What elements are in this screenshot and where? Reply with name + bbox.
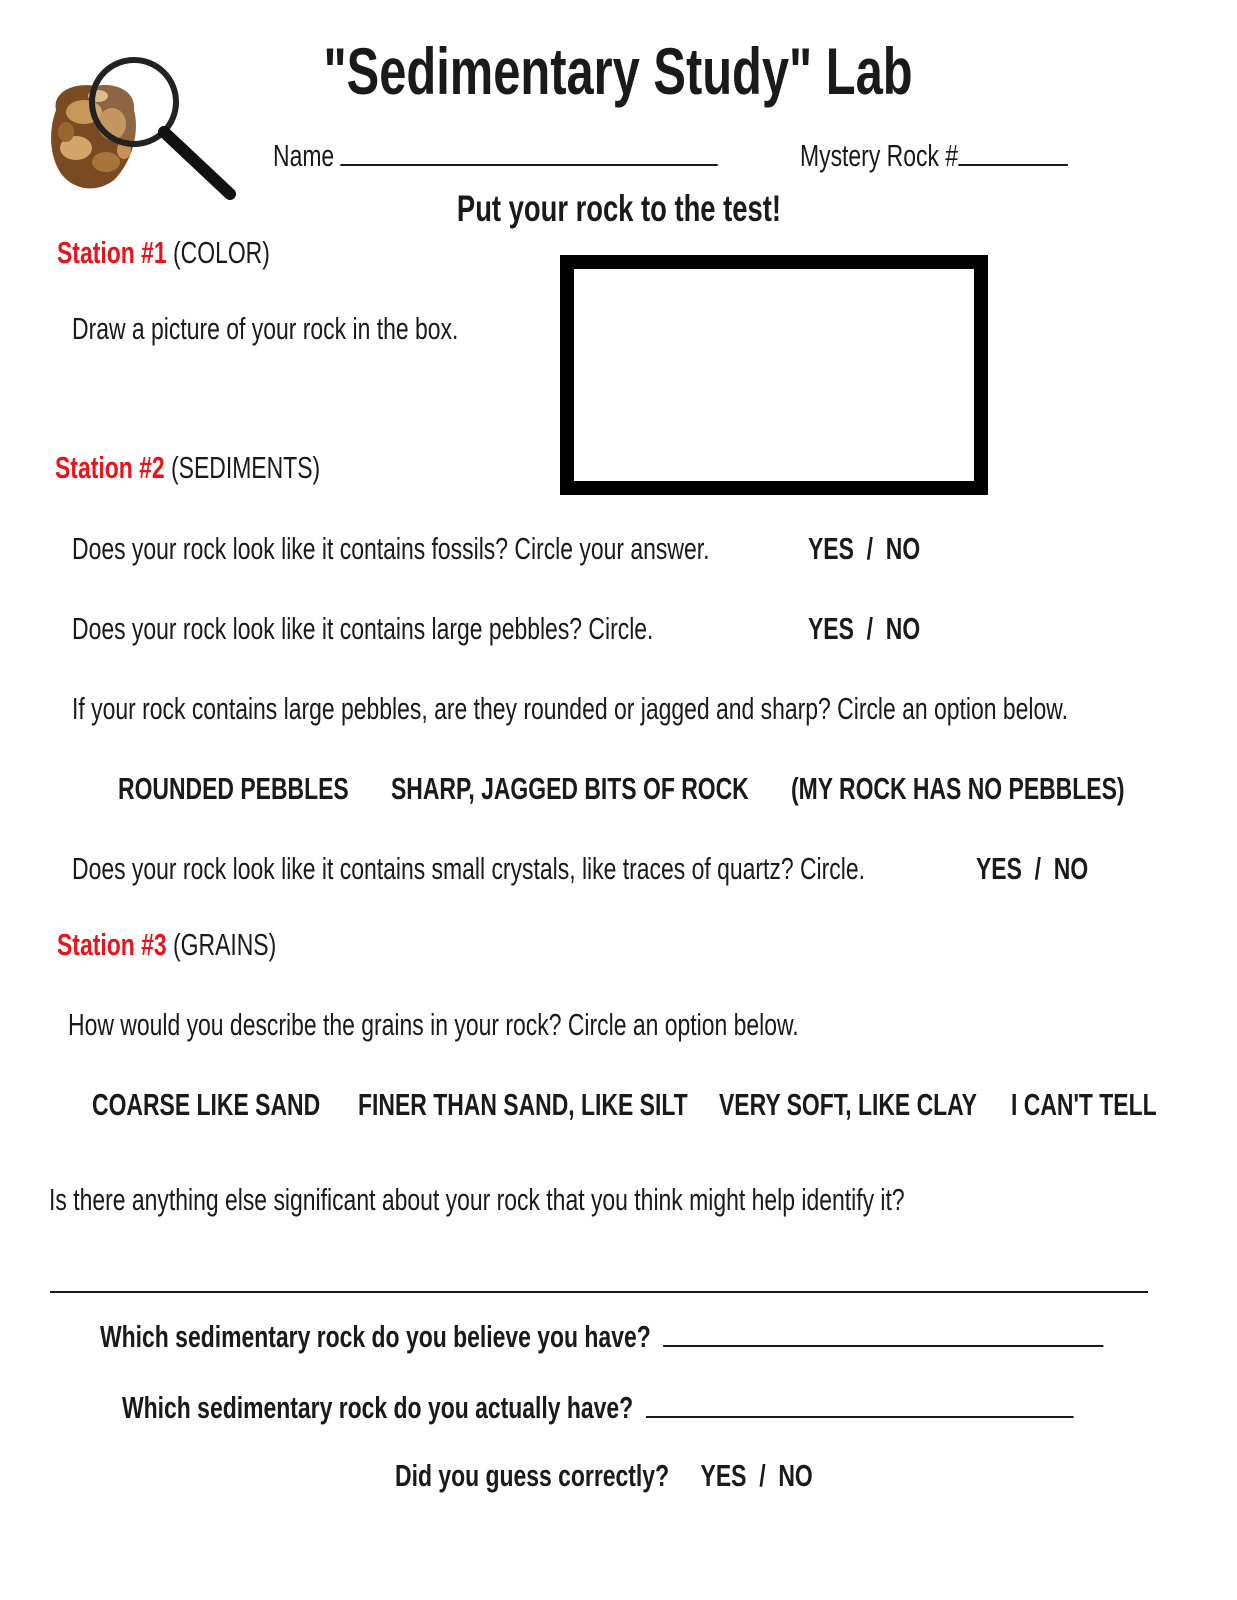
- station-2-category: (SEDIMENTS): [171, 450, 321, 485]
- station-2-heading: [55, 452, 413, 483]
- page-title: "Sedimentary Study" Lab: [323, 34, 914, 108]
- fossils-answer[interactable]: YES / NO: [808, 531, 921, 566]
- station-1-instruction: Draw a picture of your rock in the box.: [72, 311, 459, 346]
- grain-option-clay[interactable]: VERY SOFT, LIKE CLAY: [719, 1087, 977, 1122]
- station-3-label: Station #3: [57, 927, 167, 962]
- name-field[interactable]: Name: [273, 140, 874, 171]
- significant-question: Is there anything else significant about your rock that you think might help identify it?: [49, 1182, 905, 1217]
- believe-question: Which sedimentary rock do you believe you have?: [100, 1321, 1237, 1352]
- subtitle: Put your rock to the test!: [456, 188, 781, 229]
- correct-answer[interactable]: YES / NO: [700, 1458, 813, 1493]
- grain-option-coarse[interactable]: COARSE LIKE SAND: [92, 1087, 321, 1122]
- correct-question: Did you guess correctly? YES / NO: [395, 1458, 813, 1493]
- actual-answer-line[interactable]: [646, 1416, 1074, 1418]
- significant-answer-line[interactable]: [50, 1291, 1148, 1293]
- shape-option-none[interactable]: (MY ROCK HAS NO PEBBLES): [791, 771, 1125, 806]
- shape-option-sharp[interactable]: SHARP, JAGGED BITS OF ROCK: [391, 771, 749, 806]
- actual-question: Which sedimentary rock do you actually have?: [122, 1392, 1237, 1423]
- grain-option-cant-tell[interactable]: I CAN'T TELL: [1011, 1087, 1157, 1122]
- pebble-shape-question: If your rock contains large pebbles, are they rounded or jagged and sharp? Circle an option below.: [72, 691, 1068, 726]
- pebbles-question: Does your rock look like it contains large pebbles? Circle.: [72, 611, 654, 646]
- station-1-category: (COLOR): [173, 235, 270, 270]
- crystals-question: Does your rock look like it contains small crystals, like traces of quartz? Circle.: [72, 851, 865, 886]
- station-3-heading: [57, 929, 353, 960]
- station-1-heading: [57, 237, 345, 268]
- station-1-label: Station #1: [57, 235, 167, 270]
- believe-answer-line[interactable]: [663, 1345, 1103, 1347]
- crystals-answer[interactable]: YES / NO: [976, 851, 1089, 886]
- grain-option-silt[interactable]: FINER THAN SAND, LIKE SILT: [358, 1087, 688, 1122]
- mystery-rock-field[interactable]: Mystery Rock #: [800, 140, 1162, 171]
- fossils-question: Does your rock look like it contains fossils? Circle your answer.: [72, 531, 710, 566]
- grains-question: How would you describe the grains in your rock? Circle an option below.: [68, 1007, 799, 1042]
- station-2-label: Station #2: [55, 450, 165, 485]
- pebbles-answer[interactable]: YES / NO: [808, 611, 921, 646]
- drawing-box[interactable]: [560, 255, 988, 495]
- station-3-category: (GRAINS): [173, 927, 277, 962]
- shape-option-rounded[interactable]: ROUNDED PEBBLES: [118, 771, 349, 806]
